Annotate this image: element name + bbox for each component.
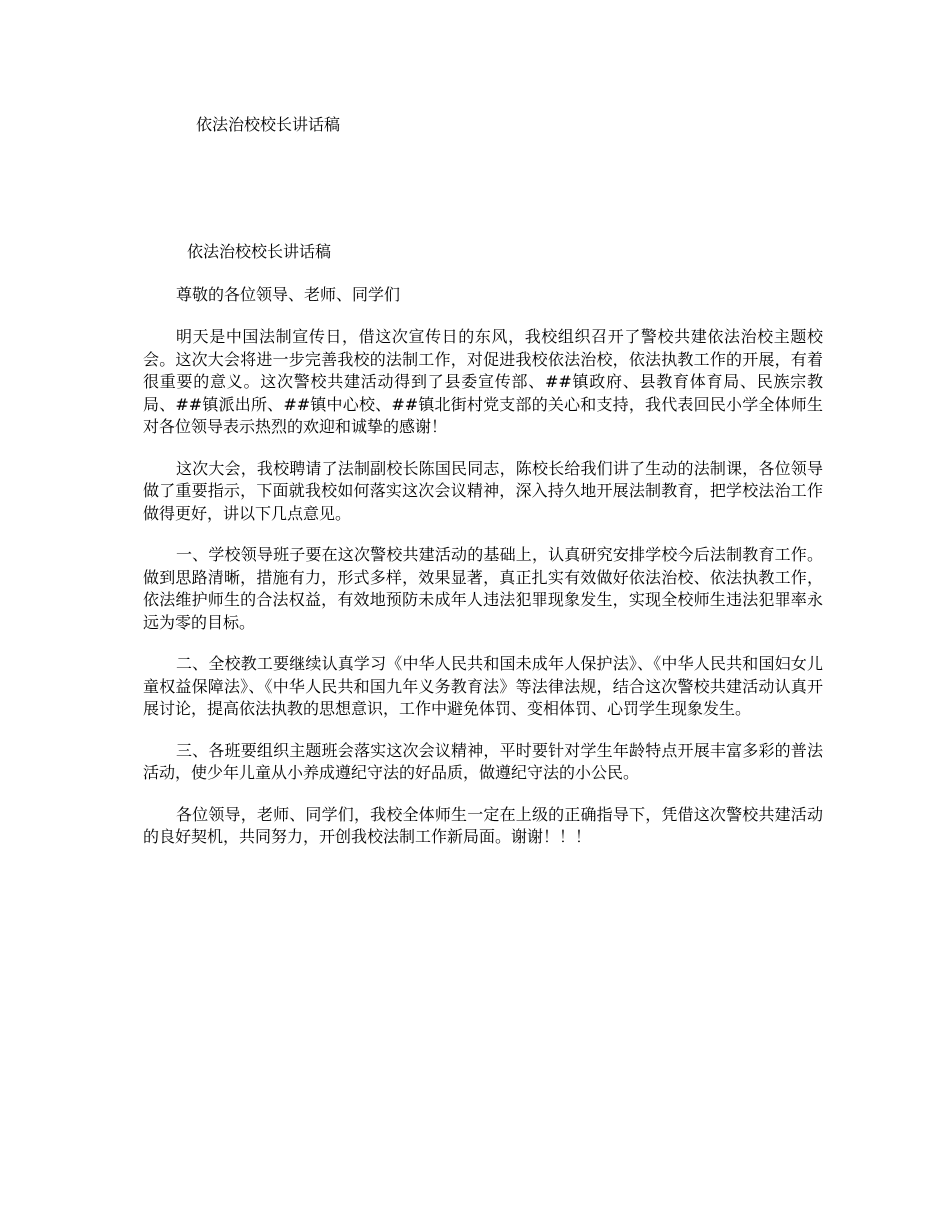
paragraph-closing: 各位领导，老师、同学们，我校全体师生一定在上级的正确指导下，凭借这次警校共建活动的良好契机，共同努力，开创我校法制工作新局面。谢谢！！！ (143, 804, 823, 846)
header-title: 依法治校校长讲话稿 (196, 115, 341, 134)
paragraph-point-3: 三、各班要组织主题班会落实这次会议精神，平时要针对学生年龄特点开展丰富多彩的普法活动，使少年儿童从小养成遵纪守法的好品质，做遵纪守法的小公民。 (143, 740, 823, 782)
document-title: 依法治校校长讲话稿 (187, 242, 332, 261)
paragraph-intro: 明天是中国法制宣传日，借这次宣传日的东风，我校组织召开了警校共建依法治校主题校会。这次大会将进一步完善我校的法制工作，对促进我校依法治校，依法执教工作的开展，有着很重要的意义。这次警校共建活动得到了县委宣传部、##镇政府、县教育体育局、民族宗教局、##镇派出所、##镇中心校、##镇北街村党支部的关心和支持，我代表回民小学全体师生对各位领导表示热烈的欢迎和诚挚的感谢！ (143, 327, 823, 436)
paragraph-point-2: 二、全校教工要继续认真学习《中华人民共和国未成年人保护法》、《中华人民共和国妇女儿童权益保障法》、《中华人民共和国九年义务教育法》等法律法规，结合这次警校共建活动认真开展讨论，提高依法执教的思想意识，工作中避免体罚、变相体罚、心罚学生现象发生。 (143, 654, 823, 718)
paragraph-point-1: 一、学校领导班子要在这次警校共建活动的基础上，认真研究安排学校今后法制教育工作。做到思路清晰，措施有力，形式多样，效果显著，真正扎实有效做好依法治校、依法执教工作，依法维护师生的合法权益，有效地预防未成年人违法犯罪现象发生，实现全校师生违法犯罪率永远为零的目标。 (143, 545, 823, 632)
salutation: 尊敬的各位领导、老师、同学们 (176, 285, 401, 304)
document-body (143, 326, 823, 868)
paragraph-meeting: 这次大会，我校聘请了法制副校长陈国民同志，陈校长给我们讲了生动的法制课，各位领导做了重要指示，下面就我校如何落实这次会议精神，深入持久地开展法制教育，把学校法治工作做得更好，讲以下几点意见。 (143, 458, 823, 523)
